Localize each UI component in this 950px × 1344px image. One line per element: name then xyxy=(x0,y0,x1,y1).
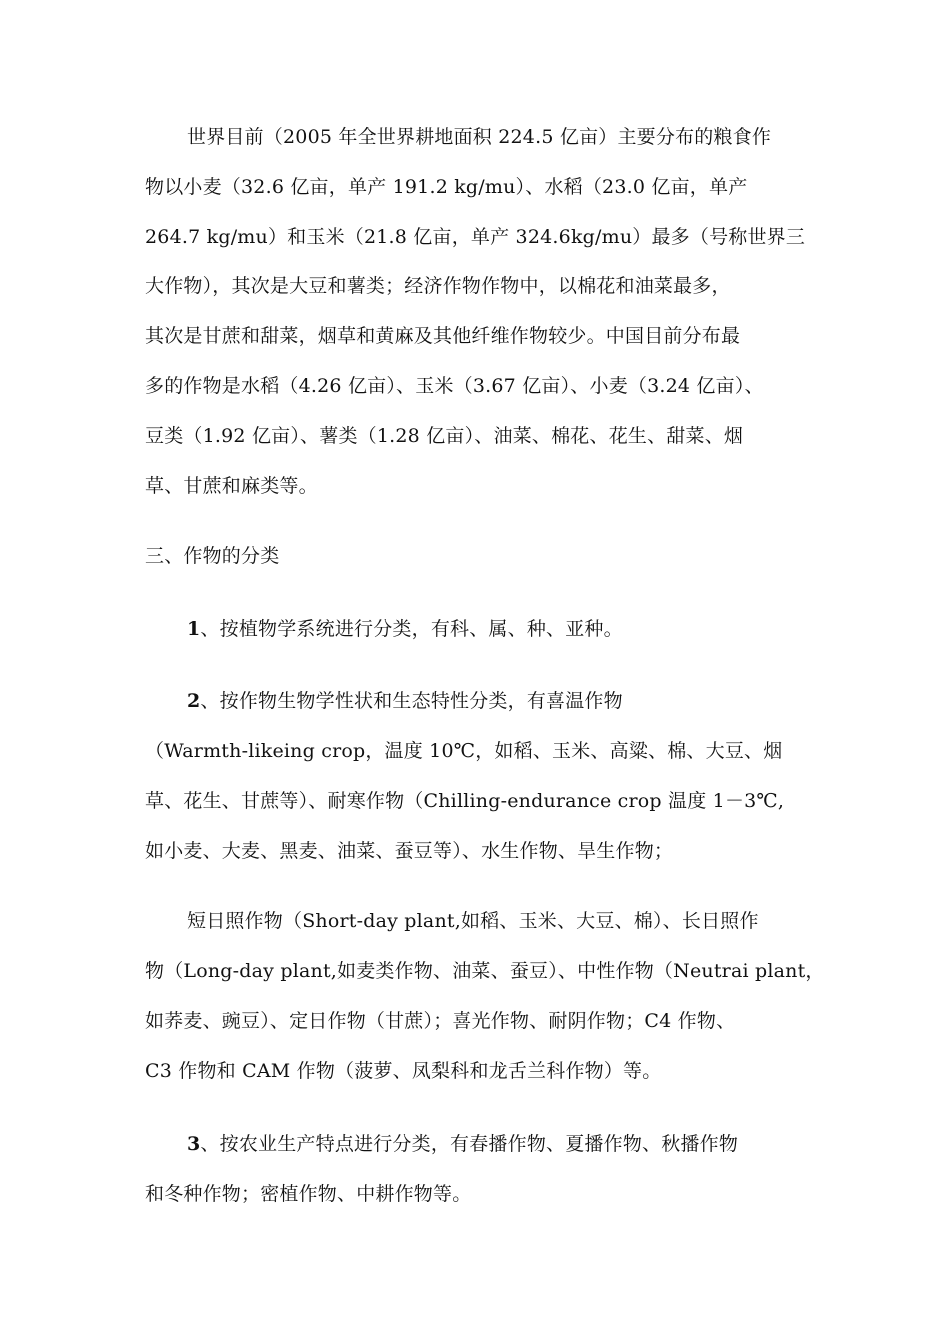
paragraph-line: 草、甘蔗和麻类等。 xyxy=(145,475,318,497)
section-heading: 三、作物的分类 xyxy=(145,545,280,567)
list-item-3 xyxy=(187,1131,738,1157)
list-item-1 xyxy=(187,616,623,642)
paragraph-line: 和冬种作物；密植作物、中耕作物等。 xyxy=(145,1183,472,1205)
paragraph-line: （Warmth-likeing crop，温度 10℃，如稻、玉米、高粱、棉、大豆、烟 xyxy=(145,740,783,762)
paragraph-line: 多的作物是水稻（4.26 亿亩）、玉米（3.67 亿亩）、小麦（3.24 亿亩）、 xyxy=(145,375,764,397)
paragraph-line: C3 作物和 CAM 作物（菠萝、凤梨科和龙舌兰科作物）等。 xyxy=(145,1060,662,1082)
list-item-2 xyxy=(187,688,623,714)
item-number: 2 xyxy=(187,690,201,712)
paragraph-line: 其次是甘蔗和甜菜，烟草和黄麻及其他纤维作物较少。中国目前分布最 xyxy=(145,325,741,347)
paragraph-line: 物以小麦（32.6 亿亩，单产 191.2 kg/mu）、水稻（23.0 亿亩，单产 xyxy=(145,176,748,198)
paragraph-line: 豆类（1.92 亿亩）、薯类（1.28 亿亩）、油菜、棉花、花生、甜菜、烟 xyxy=(145,425,744,447)
item-text: 、按作物生物学性状和生态特性分类，有喜温作物 xyxy=(200,690,623,712)
paragraph-line: 如荞麦、豌豆）、定日作物（甘蔗）；喜光作物、耐阴作物；C4 作物、 xyxy=(145,1010,736,1032)
item-text: 、按农业生产特点进行分类，有春播作物、夏播作物、秋播作物 xyxy=(200,1133,739,1155)
item-number: 3 xyxy=(187,1133,201,1155)
paragraph-line: 264.7 kg/mu）和玉米（21.8 亿亩，单产 324.6kg/mu）最多（号称世界三 xyxy=(145,226,806,248)
paragraph-line: 大作物），其次是大豆和薯类；经济作物作物中，以棉花和油菜最多， xyxy=(145,275,731,297)
item-number: 1 xyxy=(187,618,201,640)
paragraph-line: 世界目前（2005 年全世界耕地面积 224.5 亿亩）主要分布的粮食作 xyxy=(187,126,772,148)
paragraph-line: 草、花生、甘蔗等）、耐寒作物（Chilling-endurance crop 温度 1－3℃, xyxy=(145,790,785,812)
paragraph-line: 物（Long-day plant,如麦类作物、油菜、蚕豆）、中性作物（Neutrai plant， xyxy=(145,960,825,982)
item-text: 、按植物学系统进行分类，有科、属、种、亚种。 xyxy=(200,618,623,640)
paragraph-line: 如小麦、大麦、黑麦、油菜、蚕豆等）、水生作物、旱生作物； xyxy=(145,840,674,862)
paragraph-line: 短日照作物（Short-day plant,如稻、玉米、大豆、棉）、长日照作 xyxy=(187,910,759,932)
